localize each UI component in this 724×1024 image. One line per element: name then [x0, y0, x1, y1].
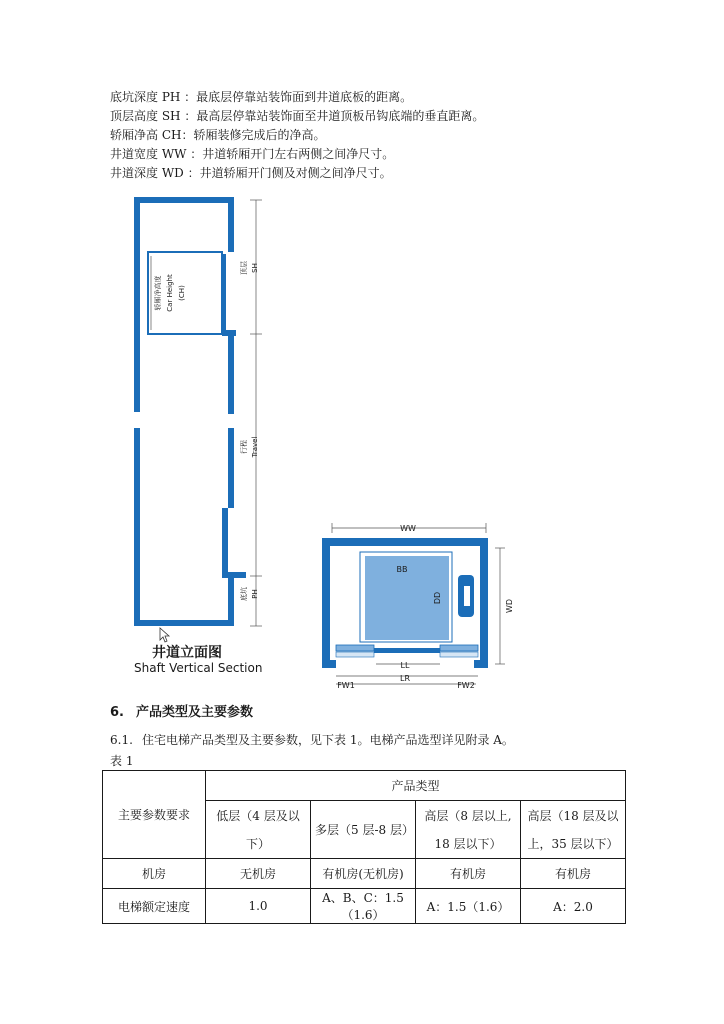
table-cell: 1.0 [206, 889, 311, 924]
ww-label: WW [400, 524, 416, 533]
table-cell: A、B、C：1.5（1.6） [311, 889, 416, 924]
column-header: 多层（5 层-8 层） [311, 801, 416, 859]
column-header: 高层（8 层以上, 18 层以下） [416, 801, 521, 859]
definition-ch: 轿厢净高 CH：轿厢装修完成后的净高。 [110, 128, 326, 142]
table-cell: 有机房(无机房) [311, 859, 416, 889]
sh-label-en: SH [251, 263, 259, 273]
section-title: 产品类型及主要参数 [136, 705, 254, 720]
row-header-cell: 主要参数要求 [103, 771, 206, 859]
paragraph-number: 6.1. [110, 733, 133, 747]
car-height-label [151, 256, 186, 330]
bb-label: BB [396, 565, 408, 574]
parameters-table [102, 770, 626, 924]
definition-ph: 底坑深度 PH ：最底层停靠站装饰面到井道底板的距离。 [110, 90, 413, 104]
table-row [103, 889, 626, 924]
ll-label: LL [400, 661, 410, 670]
row-label: 电梯额定速度 [103, 889, 206, 924]
ph-label-en: PH [251, 589, 259, 599]
section-number: 6. [110, 705, 124, 720]
column-header: 高层（18 层及以 上，35 层以下） [521, 801, 626, 859]
table-row [103, 859, 626, 889]
table-cell: 有机房 [521, 859, 626, 889]
svg-text:(CH): (CH) [178, 285, 186, 301]
svg-text:Car Height: Car Height [166, 274, 174, 312]
table-cell: 无机房 [206, 859, 311, 889]
definition-ww: 井道宽度 WW ：井道轿厢开门左右两侧之间净尺寸。 [110, 147, 395, 161]
table-caption: 表 1 [110, 754, 134, 768]
dd-label: DD [433, 591, 442, 605]
travel-label-cn: 行程 [240, 440, 248, 454]
column-header: 低层（4 层及以 下） [206, 801, 311, 859]
travel-label-en: Travel [251, 436, 259, 458]
wd-label: WD [505, 598, 514, 614]
table-cell: 有机房 [416, 859, 521, 889]
cursor-icon [160, 628, 169, 642]
shaft-title-en: Shaft Vertical Section [134, 661, 263, 675]
table-cell: A：2.0 [521, 889, 626, 924]
definition-wd: 井道深度 WD ：井道轿厢开门侧及对侧之间净尺寸。 [110, 166, 392, 180]
paragraph-text: 住宅电梯产品类型及主要参数，见下表 1。电梯产品选型详见附录 A。 [142, 733, 514, 747]
sh-label-cn: 顶层 [240, 261, 248, 275]
group-header-cell: 产品类型 [206, 771, 626, 801]
shaft-plan-view [322, 538, 488, 668]
lr-label: LR [399, 674, 411, 683]
paragraph-6-1 [110, 731, 514, 748]
table-cell: A：1.5（1.6） [416, 889, 521, 924]
svg-text:轿厢净高度: 轿厢净高度 [154, 275, 162, 311]
ph-label-cn: 底坑 [240, 587, 248, 601]
fw1-label: FW1 [337, 681, 355, 690]
row-label: 机房 [103, 859, 206, 889]
fw2-label: FW2 [457, 681, 475, 690]
section-heading [110, 701, 253, 720]
definition-sh: 顶层高度 SH ：最高层停靠站装饰面至井道顶板吊钩底端的垂直距离。 [110, 109, 485, 123]
shaft-title-cn: 井道立面图 [152, 645, 222, 661]
